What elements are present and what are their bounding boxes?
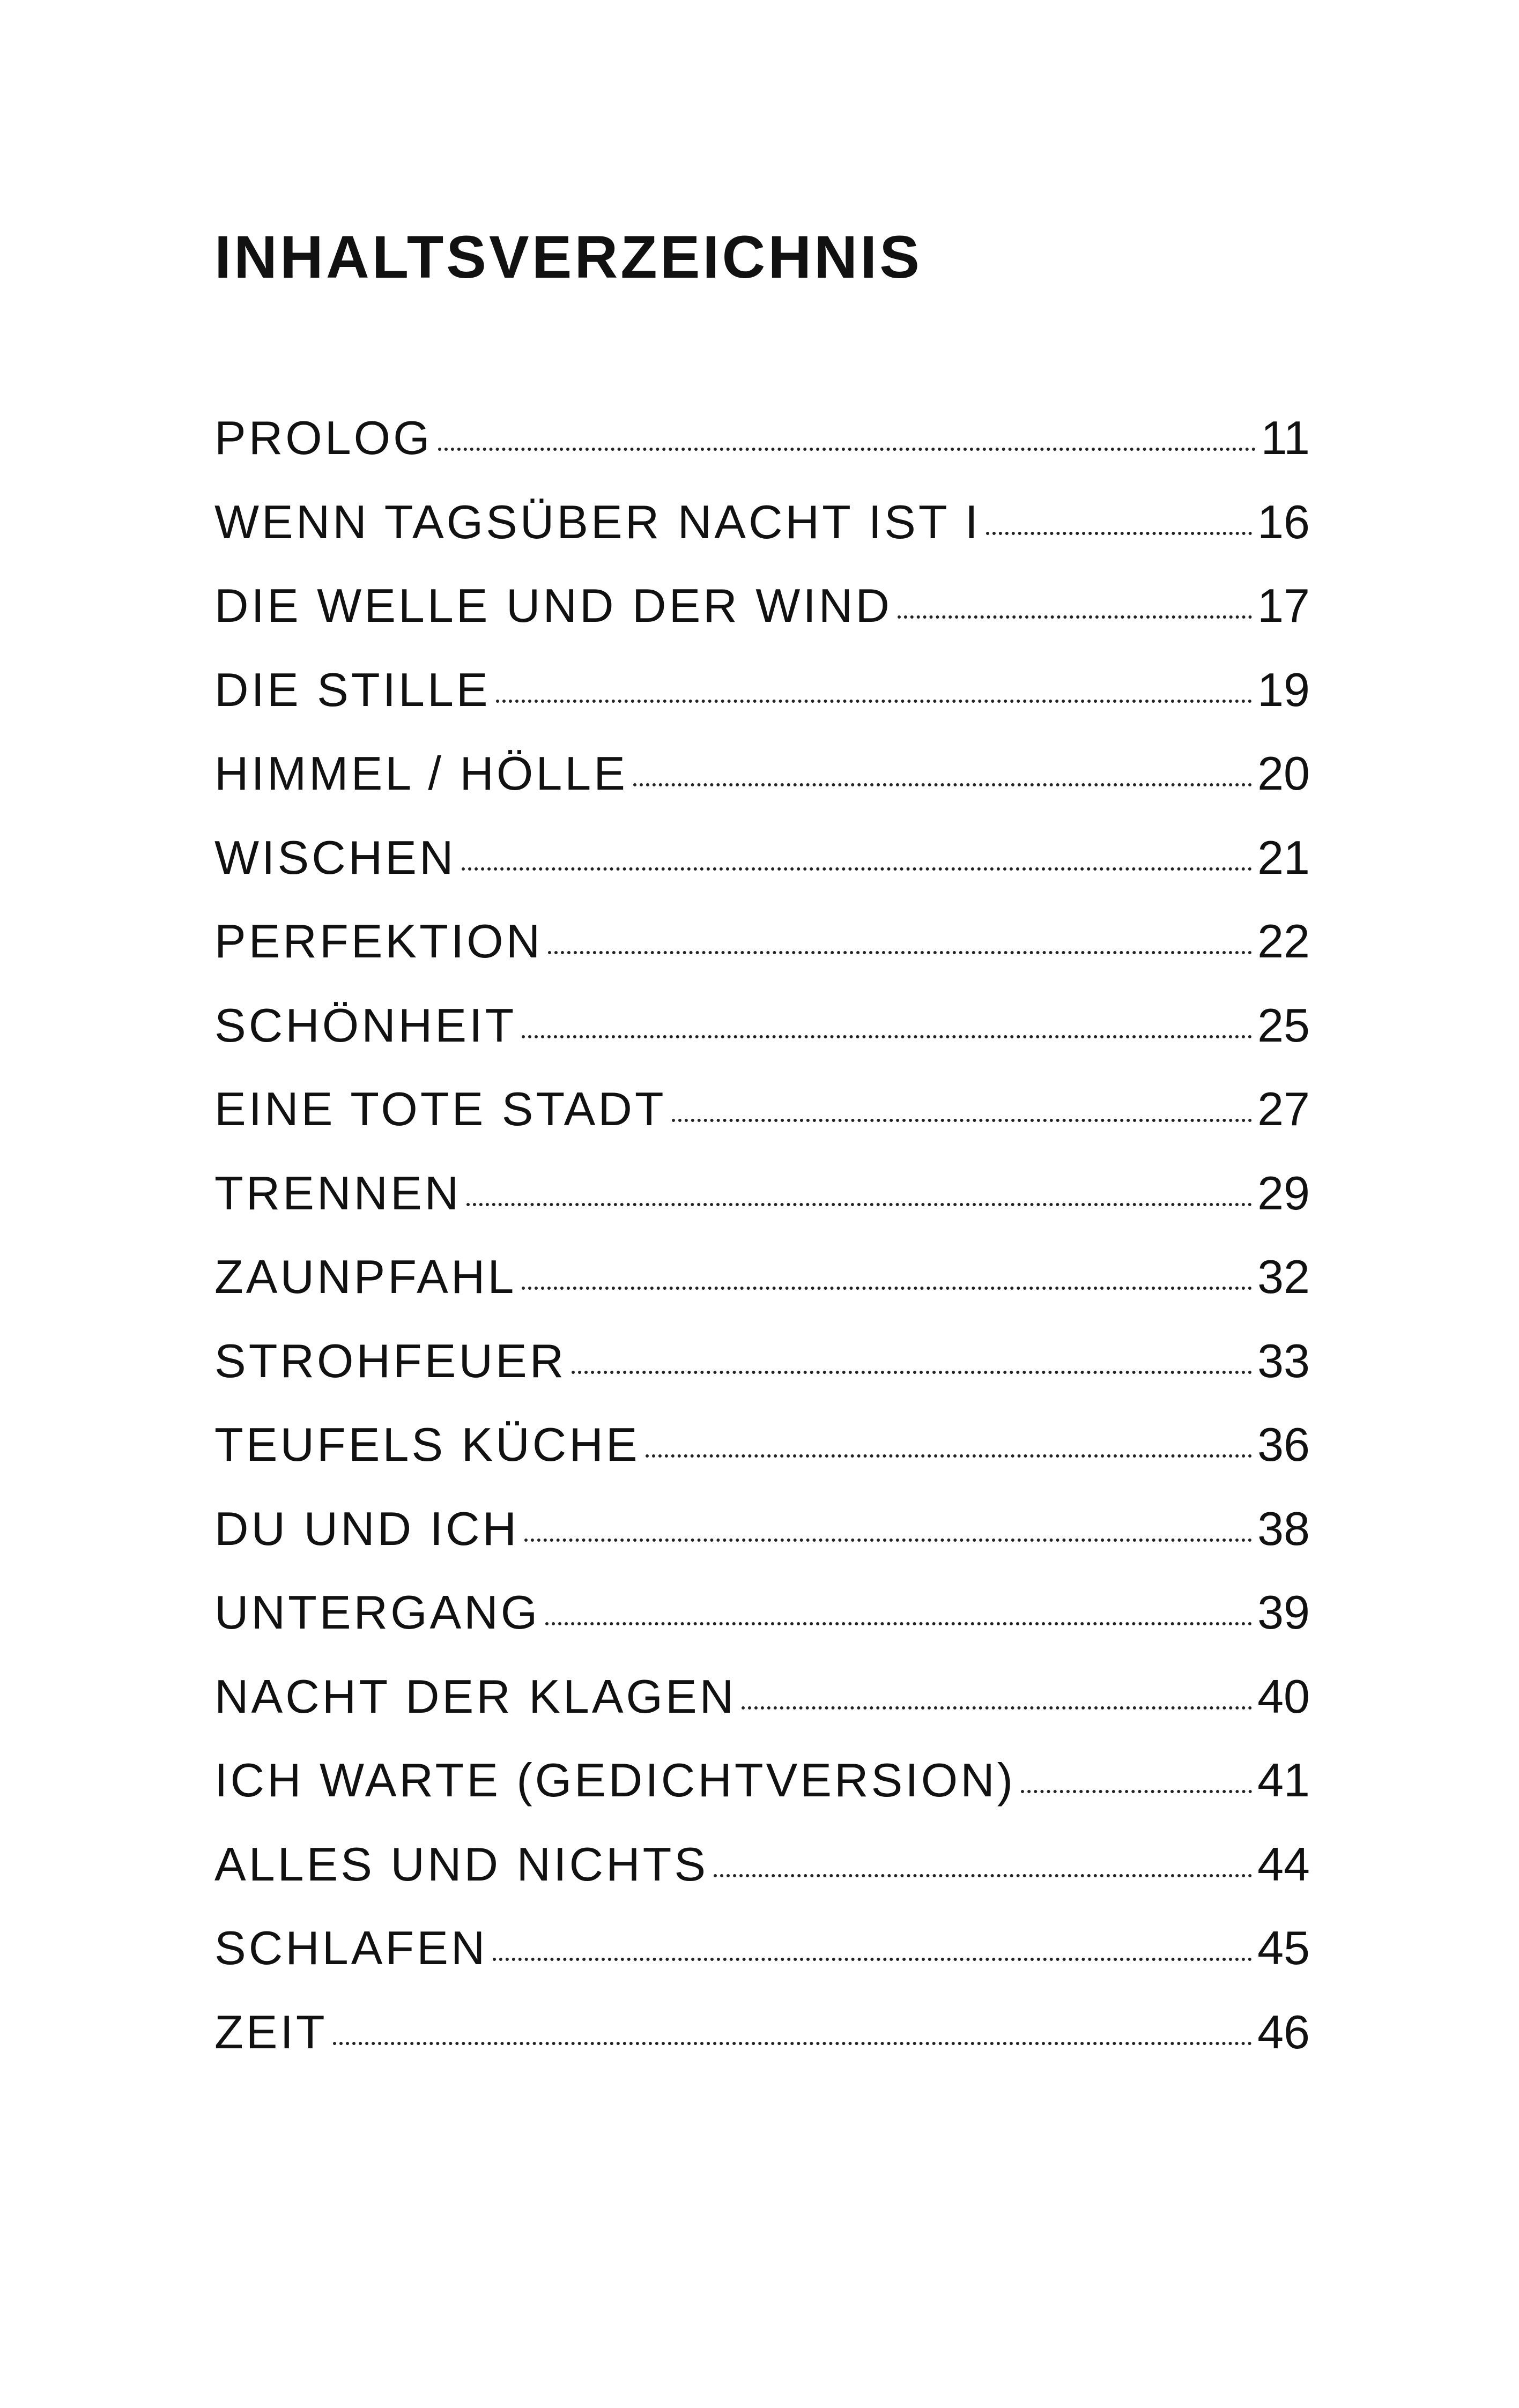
toc-entry — [214, 1743, 1310, 1827]
toc-entry-page-number: 29 — [1257, 1166, 1310, 1220]
toc-entry-title: STROHFEUER — [214, 1334, 567, 1387]
toc-entry-page-number: 27 — [1257, 1082, 1310, 1135]
dot-leader — [714, 1874, 1252, 1877]
toc-entry — [214, 904, 1310, 988]
toc-entry-title: PROLOG — [214, 411, 433, 464]
toc-entry-page-number: 46 — [1257, 2005, 1310, 2058]
dot-leader — [462, 867, 1253, 871]
toc-entry — [214, 1239, 1310, 1324]
toc-entry-title: ICH WARTE (GEDICHTVERSION) — [214, 1753, 1016, 1807]
dot-leader — [522, 1035, 1252, 1038]
toc-entry — [214, 1911, 1310, 1995]
toc-entry — [214, 652, 1310, 737]
toc-entry — [214, 1407, 1310, 1491]
toc-entry — [214, 988, 1310, 1072]
dot-leader — [524, 1539, 1252, 1542]
toc-entry-page-number: 19 — [1257, 663, 1310, 716]
toc-entry — [214, 1827, 1310, 1911]
toc-entry-title: DU UND ICH — [214, 1502, 520, 1555]
toc-entry-title: ZEIT — [214, 2005, 328, 2058]
toc-entry-page-number: 39 — [1257, 1586, 1310, 1639]
dot-leader — [438, 448, 1256, 451]
toc-entry-title: SCHLAFEN — [214, 1921, 488, 1974]
toc-entry — [214, 568, 1310, 652]
dot-leader — [898, 615, 1252, 619]
dot-leader — [742, 1706, 1252, 1710]
dot-leader — [522, 1287, 1252, 1290]
toc-entry — [214, 1491, 1310, 1575]
toc-entry-title: WENN TAGSÜBER NACHT IST I — [214, 495, 981, 548]
toc-entry-page-number: 17 — [1257, 579, 1310, 632]
toc-entry-page-number: 11 — [1261, 411, 1310, 464]
toc-list — [214, 400, 1310, 2078]
toc-entry-page-number: 45 — [1257, 1921, 1310, 1974]
toc-entry-title: EINE TOTE STADT — [214, 1082, 666, 1135]
dot-leader — [646, 1454, 1253, 1458]
dot-leader — [1021, 1790, 1252, 1793]
toc-entry-title: WISCHEN — [214, 830, 456, 884]
toc-entry-title: ZAUNPFAHL — [214, 1250, 517, 1303]
toc-entry-title: TRENNEN — [214, 1166, 462, 1220]
dot-leader — [548, 951, 1252, 954]
toc-entry-page-number: 40 — [1257, 1669, 1310, 1723]
toc-entry — [214, 1156, 1310, 1240]
toc-entry-page-number: 44 — [1257, 1837, 1310, 1891]
toc-entry-title: ALLES UND NICHTS — [214, 1837, 709, 1891]
toc-entry-page-number: 38 — [1257, 1502, 1310, 1555]
dot-leader — [496, 700, 1252, 703]
toc-entry-page-number: 32 — [1257, 1250, 1310, 1303]
dot-leader — [986, 532, 1252, 535]
toc-entry-page-number: 22 — [1257, 915, 1310, 968]
toc-entry — [214, 400, 1310, 485]
toc-entry — [214, 1072, 1310, 1156]
toc-entry — [214, 736, 1310, 820]
dot-leader — [545, 1622, 1252, 1625]
toc-entry-title: HIMMEL / HÖLLE — [214, 747, 628, 800]
toc-entry — [214, 1324, 1310, 1408]
toc-entry-page-number: 25 — [1257, 998, 1310, 1052]
toc-entry-title: DIE WELLE UND DER WIND — [214, 579, 892, 632]
toc-entry-page-number: 20 — [1257, 747, 1310, 800]
toc-entry-page-number: 36 — [1257, 1418, 1310, 1471]
dot-leader — [333, 2042, 1252, 2045]
toc-entry-title: DIE STILLE — [214, 663, 491, 716]
toc-entry-page-number: 21 — [1257, 830, 1310, 884]
toc-entry — [214, 1575, 1310, 1659]
dot-leader — [466, 1203, 1252, 1206]
dot-leader — [493, 1958, 1252, 1961]
toc-entry-title: PERFEKTION — [214, 915, 543, 968]
toc-entry — [214, 1995, 1310, 2079]
toc-entry-title: UNTERGANG — [214, 1586, 540, 1639]
toc-entry-page-number: 33 — [1257, 1334, 1310, 1387]
dot-leader — [633, 783, 1252, 786]
toc-entry — [214, 820, 1310, 904]
toc-entry-page-number: 41 — [1257, 1753, 1310, 1807]
dot-leader — [672, 1119, 1252, 1122]
toc-entry — [214, 1659, 1310, 1743]
toc-entry-page-number: 16 — [1257, 495, 1310, 548]
toc-entry-title: TEUFELS KÜCHE — [214, 1418, 640, 1471]
toc-entry-title: NACHT DER KLAGEN — [214, 1669, 737, 1723]
toc-entry-title: SCHÖNHEIT — [214, 998, 517, 1052]
dot-leader — [572, 1371, 1252, 1374]
toc-heading: INHALTSVERZEICHNIS — [214, 224, 922, 291]
toc-entry — [214, 485, 1310, 569]
